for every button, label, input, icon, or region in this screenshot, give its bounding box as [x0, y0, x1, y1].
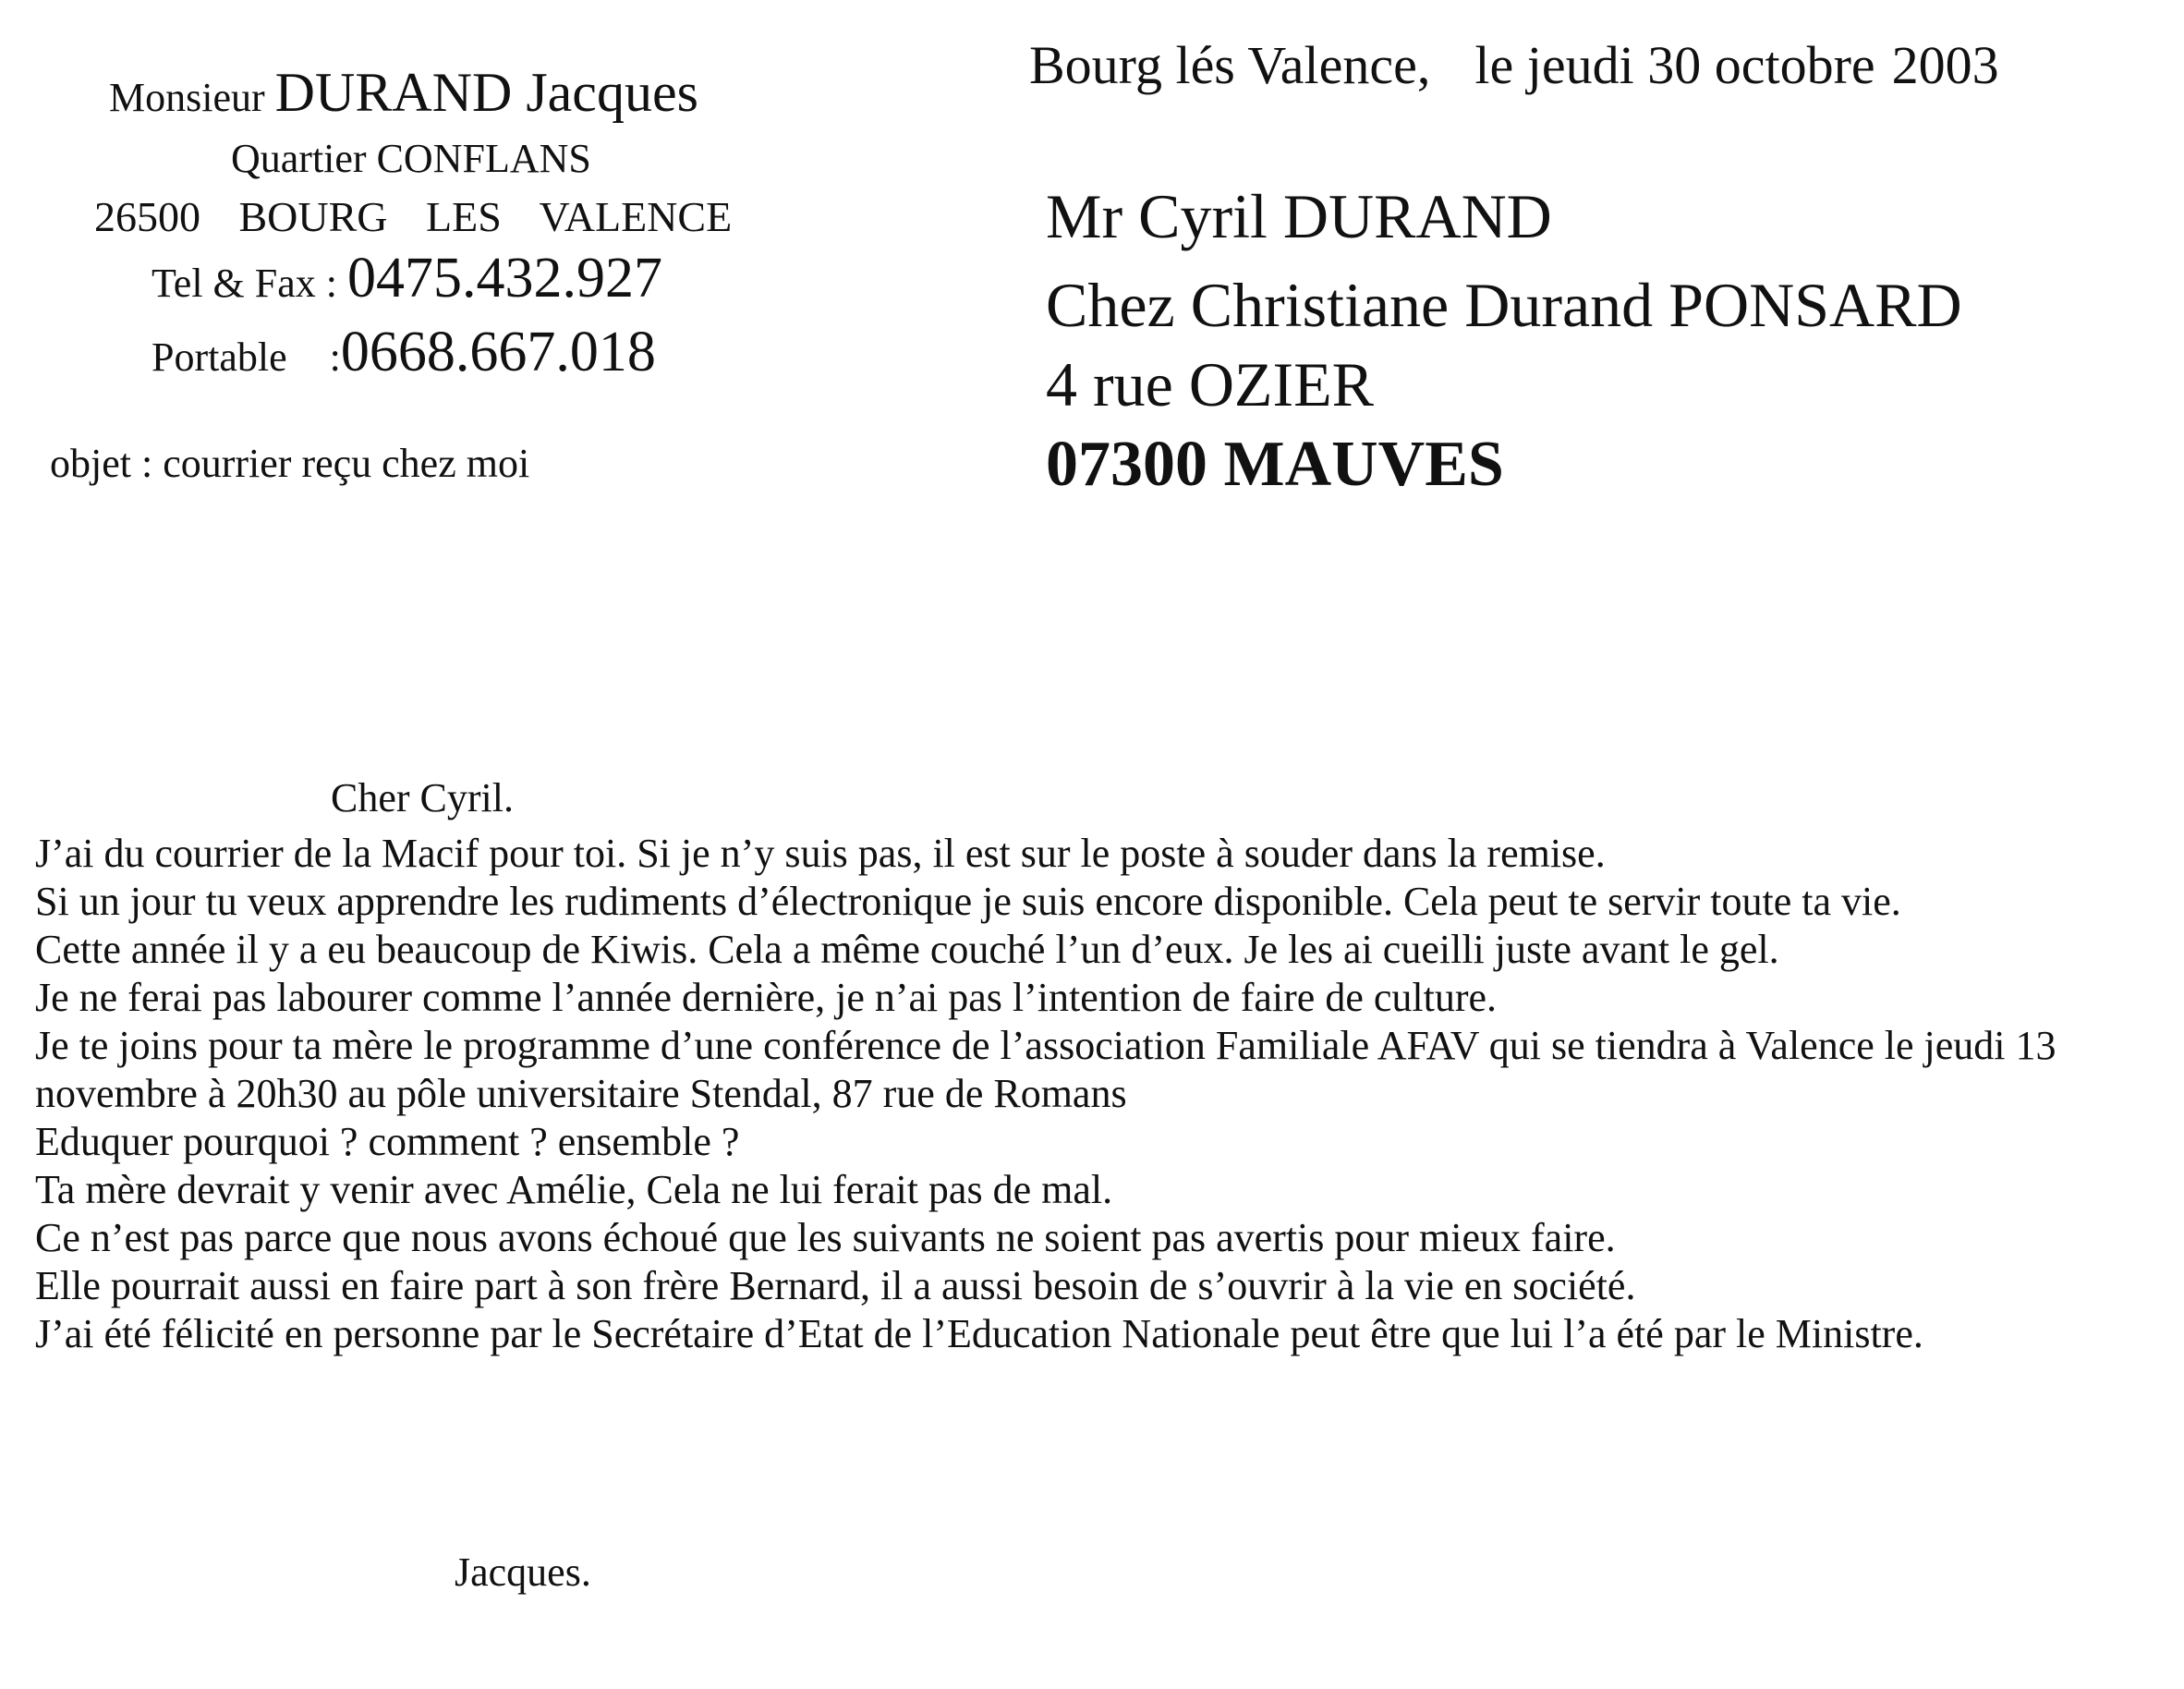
- letter-paragraph: Si un jour tu veux apprendre les rudiments d’électronique je suis encore disponible. Cela peut te servir toute ta vie.: [35, 879, 1901, 924]
- letter-paragraph: Eduquer pourquoi ? comment ? ensemble ?: [35, 1119, 740, 1164]
- sender-name: DURAND Jacques: [274, 62, 698, 123]
- letter-signature: Jacques.: [455, 1549, 591, 1595]
- sender-mobile-line: [152, 323, 656, 381]
- date-line: [1029, 35, 1999, 95]
- letter-subject: objet : courrier reçu chez moi: [50, 441, 530, 486]
- letter-paragraph: Je te joins pour ta mère le programme d’une conférence de l’association Familiale AFAV qui se tiendra à Valence le jeudi 13 novembre à 20h30 au pôle universitaire Stendal, 87 rue de Romans: [35, 1023, 2057, 1116]
- sender-name-line: [109, 62, 698, 123]
- letter-paragraph: J’ai du courrier de la Macif pour toi. Si je n’y suis pas, il est sur le poste à souder dans la remise.: [35, 831, 1606, 876]
- letter-paragraph: Je ne ferai pas labourer comme l’année dernière, je n’ai pas l’intention de faire de culture.: [35, 975, 1498, 1020]
- mobile-number: 0668.667.018: [340, 321, 656, 383]
- sender-title: Monsieur: [109, 75, 265, 120]
- letter-paragraph: J’ai été félicité en personne par le Secrétaire d’Etat de l’Education Nationale peut être que lui l’a été par le Ministre.: [35, 1311, 1923, 1356]
- recipient-street: 4 rue OZIER: [1046, 349, 1375, 419]
- letter-paragraph: Ta mère devrait y venir avec Amélie, Cela ne lui ferait pas de mal.: [35, 1167, 1113, 1212]
- mobile-separator: :: [329, 334, 341, 380]
- recipient-care-of: Chez Christiane Durand PONSARD: [1046, 270, 1962, 340]
- letter-paragraph: Elle pourrait aussi en faire part à son frère Bernard, il a aussi besoin de s’ouvrir à la vie en société.: [35, 1263, 1636, 1308]
- letter-body: [35, 830, 2151, 1358]
- sender-street: Quartier CONFLANS: [231, 136, 591, 181]
- letter-paragraph: Ce n’est pas parce que nous avons échoué que les suivants ne soient pas avertis pour mieux faire.: [35, 1215, 1616, 1260]
- mobile-label: Portable: [152, 334, 287, 380]
- tel-label: Tel & Fax :: [152, 261, 338, 306]
- sender-city: 26500 BOURG LES VALENCE: [94, 193, 733, 240]
- letter-greeting: Cher Cyril.: [331, 775, 514, 820]
- recipient-city: 07300 MAUVES: [1046, 429, 1504, 500]
- date-day: le jeudi 30 octobre: [1474, 35, 1875, 95]
- tel-number: 0475.432.927: [347, 247, 663, 310]
- letter-paragraph: Cette année il y a eu beaucoup de Kiwis. Cela a même couché l’un d’eux. Je les ai cueilli juste avant le gel.: [35, 927, 1779, 972]
- recipient-name: Mr Cyril DURAND: [1046, 181, 1552, 251]
- date-place: Bourg lés Valence,: [1029, 35, 1431, 95]
- date-year: 2003: [1891, 35, 1999, 95]
- sender-phone-line: [152, 247, 663, 310]
